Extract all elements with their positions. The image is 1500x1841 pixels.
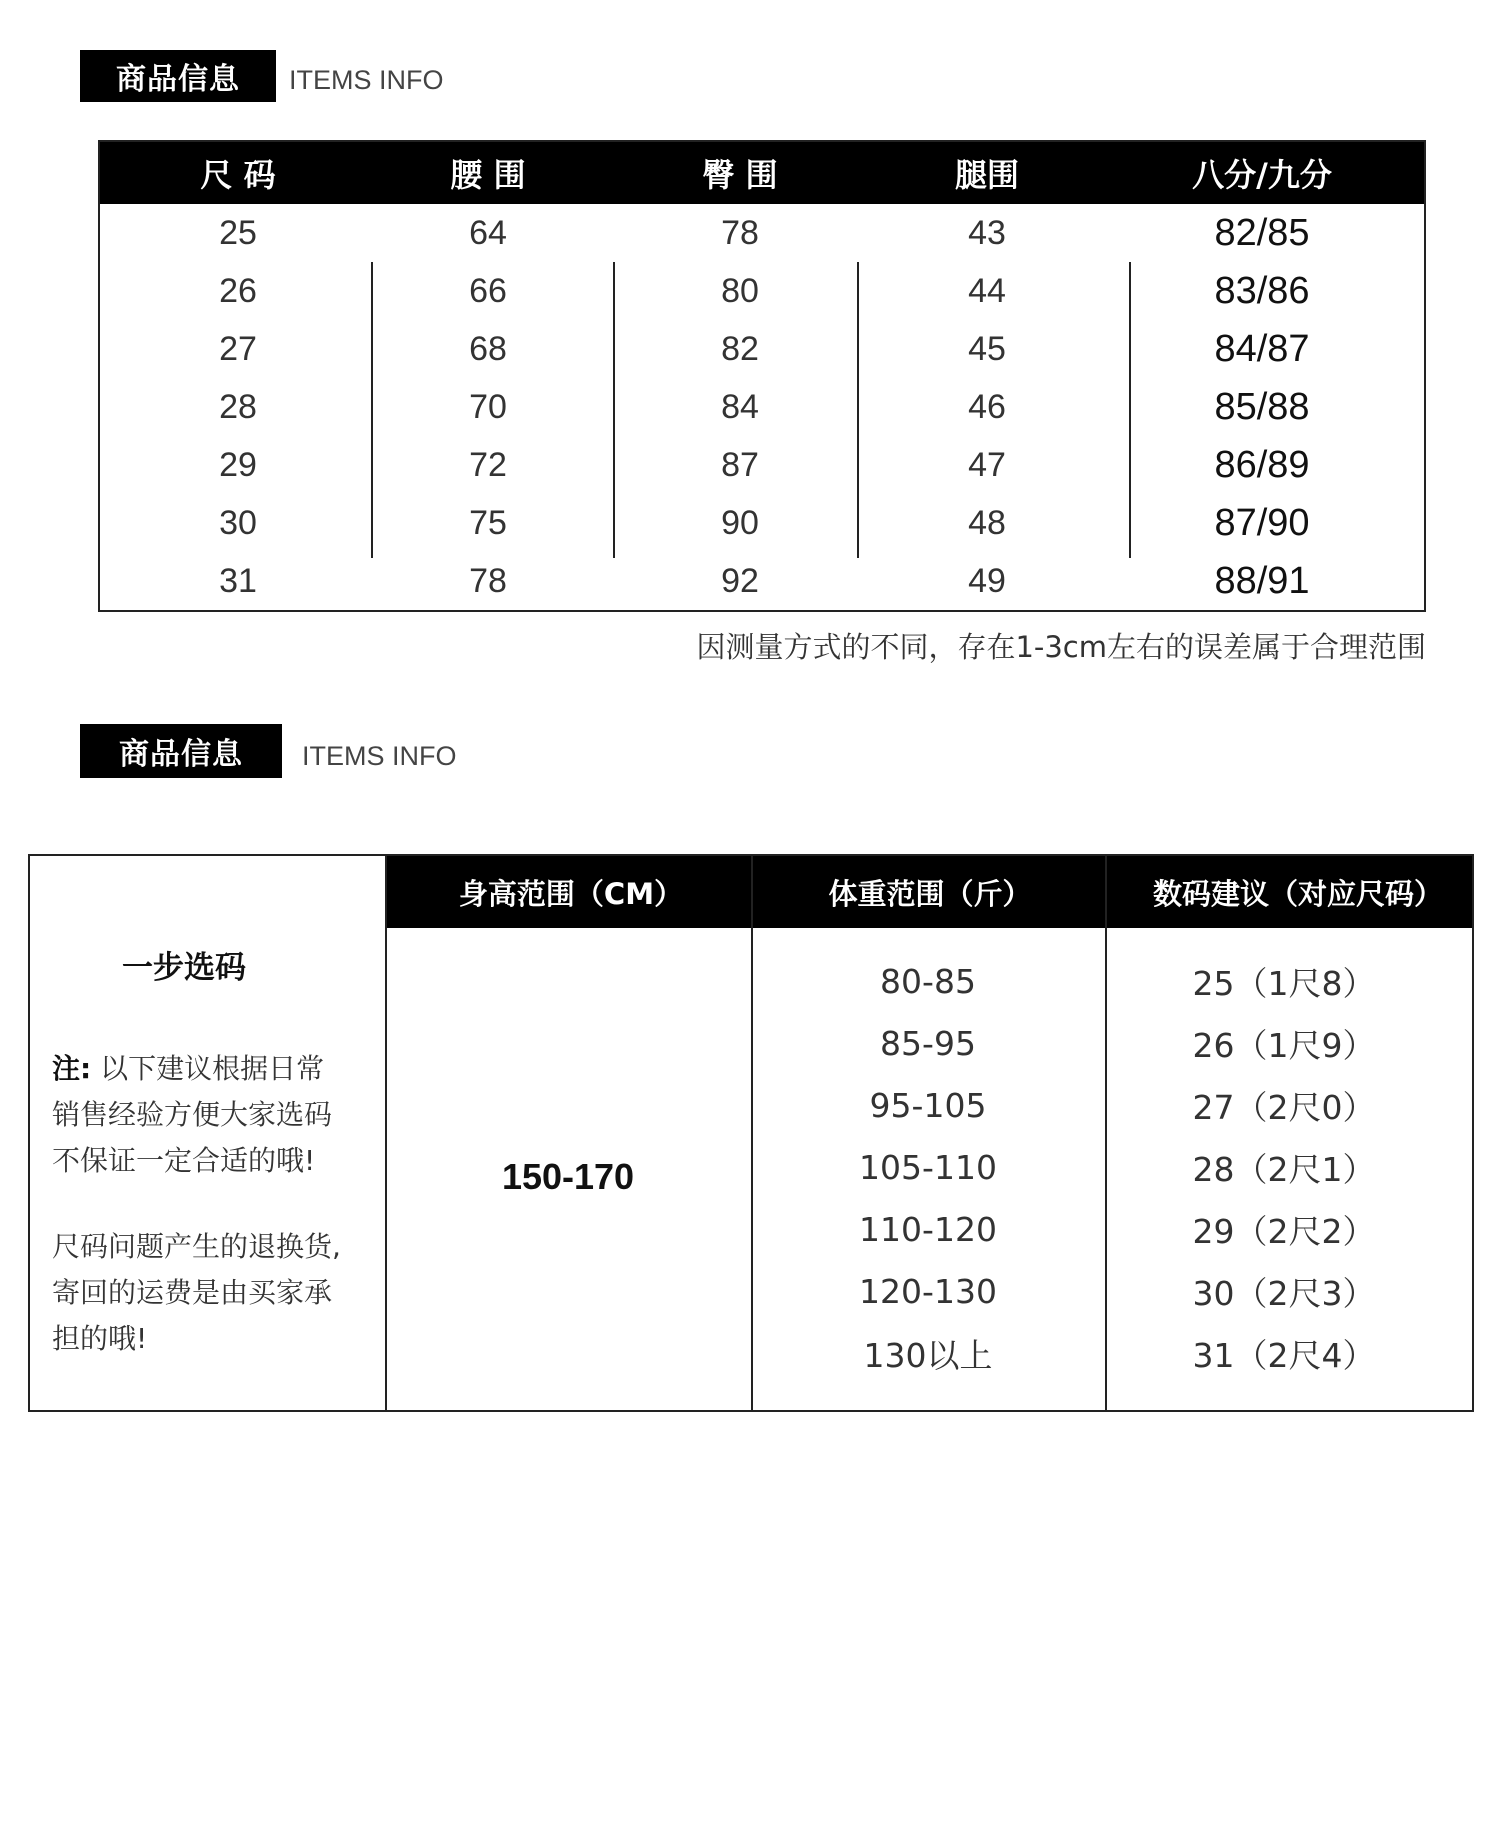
cell-length: 82/85	[1214, 211, 1310, 254]
cell-hip: 84	[721, 387, 759, 426]
section2-tag: 商品信息	[80, 724, 282, 778]
section2-subtitle: ITEMS INFO	[302, 741, 457, 771]
side-note-label: 注:	[52, 1052, 92, 1085]
size-table-row	[100, 378, 1424, 436]
size-advice: 31（2尺4）	[1192, 1335, 1376, 1375]
cell-hip: 90	[721, 503, 759, 542]
header-waist: 腰 围	[450, 156, 526, 194]
header-size: 尺 码	[200, 156, 276, 194]
cell-waist: 68	[469, 329, 507, 368]
cell-waist: 66	[469, 271, 507, 310]
cell-waist: 78	[469, 561, 507, 600]
cell-waist: 70	[469, 387, 507, 426]
cell-thigh: 46	[968, 387, 1006, 426]
side-panel	[30, 856, 385, 1410]
side-note-line: 销售经验方便大家选码	[52, 1098, 333, 1131]
cell-waist: 72	[469, 445, 507, 484]
size-advice: 28（2尺1）	[1192, 1149, 1376, 1189]
size-table-row	[100, 494, 1424, 552]
column-divider	[1129, 262, 1131, 558]
measurement-note: 因测量方式的不同，存在1-3cm左右的误差属于合理范围	[696, 630, 1426, 664]
weight-range: 120-130	[859, 1271, 997, 1311]
weight-range: 105-110	[859, 1147, 997, 1187]
header-hip: 臀 围	[702, 156, 778, 194]
side-title: 一步选码	[122, 950, 246, 986]
cell-hip: 80	[721, 271, 759, 310]
cell-hip: 87	[721, 445, 759, 484]
cell-size: 30	[219, 503, 257, 542]
cell-hip: 92	[721, 561, 759, 600]
cell-waist: 64	[469, 213, 507, 252]
size-table-row	[100, 320, 1424, 378]
recommendation-header	[385, 856, 1472, 928]
section1-tag: 商品信息	[80, 50, 276, 102]
side-note-block-1	[52, 1046, 382, 1184]
section1-heading	[80, 50, 444, 102]
cell-hip: 82	[721, 329, 759, 368]
size-advice: 27（2尺0）	[1192, 1087, 1376, 1127]
cell-thigh: 44	[968, 271, 1006, 310]
side-note-line	[52, 1046, 382, 1092]
cell-thigh: 48	[968, 503, 1006, 542]
side-note-text: 以下建议根据日常	[100, 1052, 325, 1085]
weight-range: 95-105	[869, 1085, 987, 1125]
size-table-header	[100, 142, 1424, 204]
header-thigh: 腿围	[954, 156, 1020, 194]
cell-thigh: 47	[968, 445, 1006, 484]
header-length: 八分/九分	[1192, 156, 1332, 194]
size-advice: 25（1尺8）	[1192, 963, 1376, 1003]
cell-size: 28	[219, 387, 257, 426]
weight-range: 110-120	[859, 1209, 997, 1249]
column-divider	[857, 262, 859, 558]
section1-subtitle: ITEMS INFO	[289, 65, 444, 95]
column-divider	[751, 856, 753, 1410]
cell-thigh: 45	[968, 329, 1006, 368]
cell-thigh: 49	[968, 561, 1006, 600]
size-table-row	[100, 436, 1424, 494]
size-table-row	[100, 204, 1424, 262]
size-table	[98, 140, 1426, 612]
header-size-advice: 数码建议（对应尺码）	[1152, 876, 1444, 911]
cell-length: 83/86	[1214, 269, 1310, 312]
cell-length: 85/88	[1214, 385, 1310, 428]
side-note-line: 尺码问题产生的退换货,	[52, 1230, 341, 1263]
cell-waist: 75	[469, 503, 507, 542]
section2-heading	[80, 724, 457, 778]
cell-length: 86/89	[1214, 443, 1310, 486]
side-note-line: 寄回的运费是由买家承	[52, 1276, 333, 1309]
header-weight-range: 体重范围（斤）	[828, 876, 1032, 911]
cell-thigh: 43	[968, 213, 1006, 252]
side-note-line: 担的哦!	[52, 1322, 148, 1355]
size-table-row	[100, 262, 1424, 320]
header-height-range: 身高范围（CM）	[458, 876, 684, 911]
cell-length: 88/91	[1214, 559, 1310, 602]
size-advice: 30（2尺3）	[1192, 1273, 1376, 1313]
size-advice: 26（1尺9）	[1192, 1025, 1376, 1065]
cell-size: 27	[219, 329, 257, 368]
height-range-value: 150-170	[501, 1156, 635, 1197]
side-note-block-2	[52, 1224, 382, 1362]
size-table-row	[100, 552, 1424, 610]
size-advice: 29（2尺2）	[1192, 1211, 1376, 1251]
cell-length: 84/87	[1214, 327, 1310, 370]
column-divider	[613, 262, 615, 558]
weight-range: 80-85	[880, 961, 976, 1001]
column-divider	[385, 856, 387, 1410]
cell-hip: 78	[721, 213, 759, 252]
cell-size: 29	[219, 445, 257, 484]
column-divider	[371, 262, 373, 558]
side-note-line: 不保证一定合适的哦!	[52, 1144, 316, 1177]
cell-length: 87/90	[1214, 501, 1310, 544]
cell-size: 31	[219, 561, 257, 600]
cell-size: 26	[219, 271, 257, 310]
cell-size: 25	[219, 213, 257, 252]
weight-range: 130以上	[863, 1335, 993, 1375]
size-recommendation-table	[28, 854, 1474, 1412]
weight-range: 85-95	[880, 1023, 976, 1063]
column-divider	[1105, 856, 1107, 1410]
